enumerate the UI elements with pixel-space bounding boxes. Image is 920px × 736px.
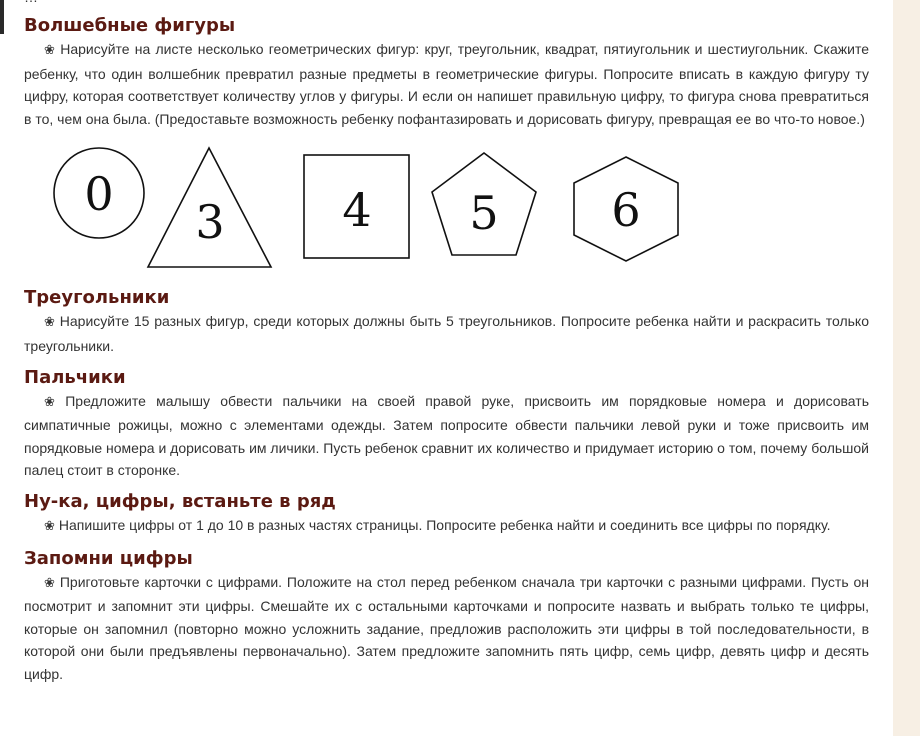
hexagon-number: 6 — [611, 183, 641, 238]
circle-number: 0 — [84, 167, 114, 222]
section-triangles — [24, 286, 869, 357]
flower-bullet-icon: ❀ — [44, 43, 57, 58]
section-text: ❀ Приготовьте карточки с цифрами. Положите на стол перед ребенком сначала три карточки с разными цифрами. Пусть он посмотрит и запомнит эти цифры. Смешайте их с остальными карточками и попросите назвать и выбрать только те цифры, которые он запомнил (повторно можно усложнить задание, предложив расположить эти цифры в той последовательности, в которой они были предъявлены первоначально). Затем предложите запомнить пять цифр, семь цифр, девять цифр и десять цифр. — [24, 573, 869, 682]
triangle-figure — [148, 148, 271, 267]
section-text: ❀ Нарисуйте на листе несколько геометрических фигур: круг, треугольник, квадрат, пятиугольник и шестиугольник. Скажите ребенку, что один волшебник превратил разные предметы в геометрические фигуры. Попросите вписать в каждую фигуру ту цифру, которая соответствует количеству углов у фигуры. И если он напишет правильную цифру, то фигура снова превратиться в то, чем она была. (Предоставьте возможность ребенку пофантазировать и дорисовать фигуру, превращая ее во что-то новое.) — [24, 41, 869, 127]
triangle-number: 3 — [195, 195, 225, 250]
flower-bullet-icon: ❀ — [44, 394, 62, 410]
geometric-figures-image — [0, 138, 700, 286]
section-fingers — [24, 366, 869, 482]
flower-bullet-icon: ❀ — [44, 575, 56, 591]
section-text: ❀ Предложите малышу обвести пальчики на своей правой руке, присвоить им порядковые номера и дорисовать симпатичные рожицы, можно с элементами одежды. Затем попросите обвести пальчики левой руки и тоже присвоить им порядковые номера и дорисовать им личики. Пусть ребенок сравнит их количество и придумает историю о том, почему большой палец стоит в сторонке. — [24, 392, 869, 479]
flower-bullet-icon: ❀ — [44, 315, 56, 331]
figures-illustration — [0, 138, 869, 286]
circle-figure — [54, 148, 144, 238]
section-title: Треугольники — [24, 287, 170, 309]
section-title: Волшебные фигуры — [24, 15, 236, 36]
square-figure — [304, 155, 409, 258]
section-remember-numbers — [24, 547, 869, 686]
article-content — [24, 0, 869, 694]
pentagon-number: 5 — [469, 186, 499, 241]
flower-bullet-icon: ❀ — [44, 518, 55, 534]
section-text: ❀ Нарисуйте 15 разных фигур, среди которых должны быть 5 треугольников. Попросите ребенка найти и раскрасить только треугольники. — [24, 313, 869, 354]
section-text: ❀ Напишите цифры от 1 до 10 в разных частях страницы. Попросите ребенка найти и соединить все цифры по порядку. — [44, 516, 831, 534]
hexagon-figure — [574, 157, 678, 261]
section-title: Ну-ка, цифры, встаньте в ряд — [24, 490, 336, 512]
section-numbers-in-row — [24, 490, 869, 539]
section-title: Запомни цифры — [24, 547, 193, 569]
pentagon-figure — [432, 153, 536, 255]
section-magic-figures — [24, 14, 869, 130]
square-number: 4 — [342, 183, 372, 238]
section-title: Пальчики — [24, 366, 126, 388]
left-edge-strip — [0, 0, 4, 34]
